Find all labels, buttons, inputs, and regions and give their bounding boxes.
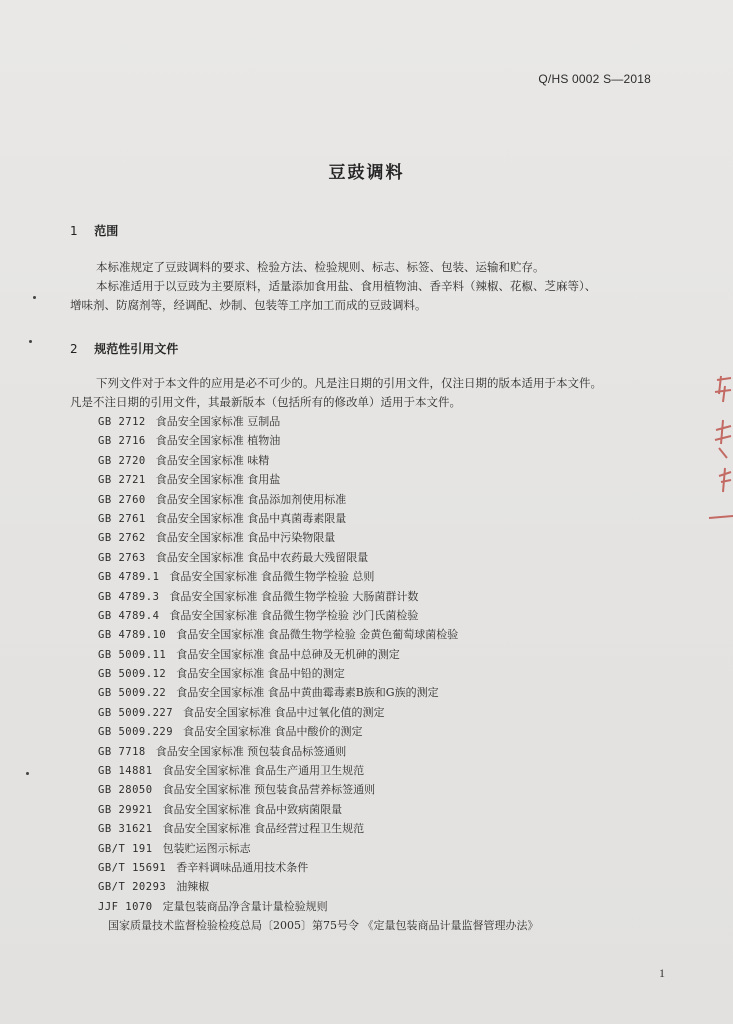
- reference-code: GB/T 20293: [98, 881, 167, 894]
- reference-code: GB 4789.3: [98, 590, 160, 603]
- section-2-number: 2: [70, 342, 78, 356]
- section-1-heading: [70, 222, 118, 239]
- reference-code: GB 4789.10: [98, 629, 167, 642]
- reference-title: 食品安全国家标准 豆制品: [155, 415, 281, 428]
- reference-code: GB 2762: [98, 532, 146, 545]
- section-2-heading: [70, 340, 178, 357]
- reference-code: GB 4789.4: [98, 609, 160, 622]
- reference-code: GB 2716: [98, 435, 146, 448]
- reference-title: 食品安全国家标准 食品中致病菌限量: [162, 802, 343, 816]
- reference-title: 食品安全国家标准 食品中污染物限量: [155, 531, 336, 545]
- reference-code: GB/T 15691: [98, 861, 167, 874]
- reference-code: GB 28050: [98, 784, 153, 797]
- reference-title: 香辛料调味品通用技术条件: [176, 860, 309, 874]
- reference-item: [98, 509, 539, 528]
- reference-title: 食品安全国家标准 食品中总砷及无机砷的测定: [176, 647, 400, 661]
- scan-speck: [33, 296, 36, 299]
- standard-code: Q/HS 0002 S—2018: [538, 72, 651, 86]
- reference-title: 定量包装商品净含量计量检验规则: [162, 899, 328, 913]
- reference-item: [98, 567, 539, 586]
- reference-code: GB 2721: [98, 474, 146, 487]
- reference-title: 包装贮运图示标志: [162, 841, 251, 855]
- section-2-body: [70, 374, 665, 412]
- reference-code: GB 14881: [98, 765, 153, 778]
- reference-title: 食品安全国家标准 食品中农药最大残留限量: [155, 550, 369, 564]
- reference-code: GB 2763: [98, 551, 146, 564]
- reference-item: [98, 490, 539, 509]
- reference-title: 食品安全国家标准 食品中黄曲霉毒素B族和G族的测定: [176, 686, 439, 700]
- normative-reference-list: [98, 412, 539, 936]
- reference-code: JJF 1070: [98, 900, 153, 913]
- reference-item: [98, 606, 539, 625]
- reference-item: [98, 470, 539, 489]
- section-1-paragraph-2-line-1: 本标准适用于以豆豉为主要原料，适量添加食用盐、食用植物油、香辛料（辣椒、花椒、芝麻等）、: [96, 279, 597, 293]
- reference-item: [98, 897, 539, 916]
- scan-speck: [29, 340, 32, 343]
- reference-title: 食品安全国家标准 食品微生物学检验 金黄色葡萄球菌检验: [176, 628, 459, 642]
- reference-title: 食品安全国家标准 食品添加剂使用标准: [155, 492, 347, 506]
- reference-code: GB/T 191: [98, 842, 153, 855]
- reference-item: [98, 625, 539, 644]
- reference-item: [98, 839, 539, 858]
- reference-item: [98, 916, 539, 935]
- reference-title: 国家质量技术监督检验检疫总局〔2005〕第75号令 《定量包装商品计量监督管理办法》: [108, 919, 539, 933]
- section-2-paragraph-line-2: 凡是不注日期的引用文件，其最新版本（包括所有的修改单）适用于本文件。: [70, 395, 461, 409]
- reference-code: GB 5009.11: [98, 648, 167, 661]
- reference-item: [98, 451, 539, 470]
- document-title: 豆豉调料: [328, 163, 405, 183]
- reference-item: [98, 722, 539, 741]
- section-1-body: [70, 258, 665, 315]
- reference-code: GB 2761: [98, 512, 146, 525]
- reference-code: GB 5009.227: [98, 706, 174, 719]
- reference-code: GB 2720: [98, 454, 146, 467]
- reference-title: 食品安全国家标准 食品生产通用卫生规范: [162, 764, 365, 778]
- reference-title: 食品安全国家标准 食用盐: [155, 473, 281, 487]
- reference-title: 食品安全国家标准 食品经营过程卫生规范: [162, 822, 365, 836]
- reference-code: GB 5009.12: [98, 668, 167, 681]
- reference-item: [98, 819, 539, 838]
- reference-title: 食品安全国家标准 食品微生物学检验 总则: [169, 570, 375, 584]
- reference-title: 食品安全国家标准 食品中酸价的测定: [183, 725, 363, 739]
- reference-title: 食品安全国家标准 食品中过氧化值的测定: [183, 705, 385, 719]
- reference-code: GB 5009.229: [98, 726, 174, 739]
- scan-speck: [26, 772, 29, 775]
- reference-title: 食品安全国家标准 食品微生物学检验 沙门氏菌检验: [169, 608, 419, 622]
- reference-item: [98, 800, 539, 819]
- reference-item: [98, 664, 539, 683]
- reference-code: GB 2712: [98, 416, 146, 428]
- reference-code: GB 31621: [98, 823, 153, 836]
- reference-item: [98, 431, 539, 450]
- reference-item: [98, 587, 539, 606]
- reference-title: 油辣椒: [176, 880, 210, 894]
- reference-code: GB 29921: [98, 803, 153, 816]
- reference-item: [98, 548, 539, 567]
- page-number: 1: [659, 966, 665, 980]
- reference-title: 食品安全国家标准 预包装食品标签通则: [155, 744, 347, 758]
- reference-item: [98, 645, 539, 664]
- reference-title: 食品安全国家标准 食品中真菌毒素限量: [155, 511, 347, 525]
- section-1-paragraph-1: 本标准规定了豆豉调料的要求、检验方法、检验规则、标志、标签、包装、运输和贮存。: [96, 260, 545, 274]
- reference-code: GB 2760: [98, 493, 146, 506]
- reference-code: GB 4789.1: [98, 571, 160, 584]
- reference-item: [98, 877, 539, 896]
- reference-item: [98, 761, 539, 780]
- reference-item: [98, 742, 539, 761]
- reference-title: 食品安全国家标准 预包装食品营养标签通则: [162, 783, 376, 797]
- section-1-title: 范围: [94, 224, 119, 238]
- reference-code: GB 7718: [98, 745, 146, 758]
- reference-item: [98, 780, 539, 799]
- reference-title: 食品安全国家标准 食品微生物学检验 大肠菌群计数: [169, 589, 419, 603]
- section-1-paragraph-2-line-2: 增味剂、防腐剂等，经调配、炒制、包装等工序加工而成的豆豉调料。: [70, 298, 427, 312]
- section-2-paragraph-line-1: 下列文件对于本文件的应用是必不可少的。凡是注日期的引用文件，仅注日期的版本适用于本文件。: [96, 376, 602, 390]
- section-1-number: 1: [70, 224, 78, 238]
- reference-code: GB 5009.22: [98, 687, 167, 700]
- section-2-title: 规范性引用文件: [94, 342, 179, 356]
- red-seal-stamp-fragment: [707, 372, 733, 524]
- reference-item: [98, 412, 539, 431]
- reference-item: [98, 858, 539, 877]
- reference-title: 食品安全国家标准 植物油: [155, 434, 281, 448]
- reference-item: [98, 703, 539, 722]
- reference-title: 食品安全国家标准 食品中铅的测定: [176, 667, 345, 681]
- reference-title: 食品安全国家标准 味精: [155, 453, 270, 467]
- reference-item: [98, 528, 539, 547]
- reference-item: [98, 683, 539, 702]
